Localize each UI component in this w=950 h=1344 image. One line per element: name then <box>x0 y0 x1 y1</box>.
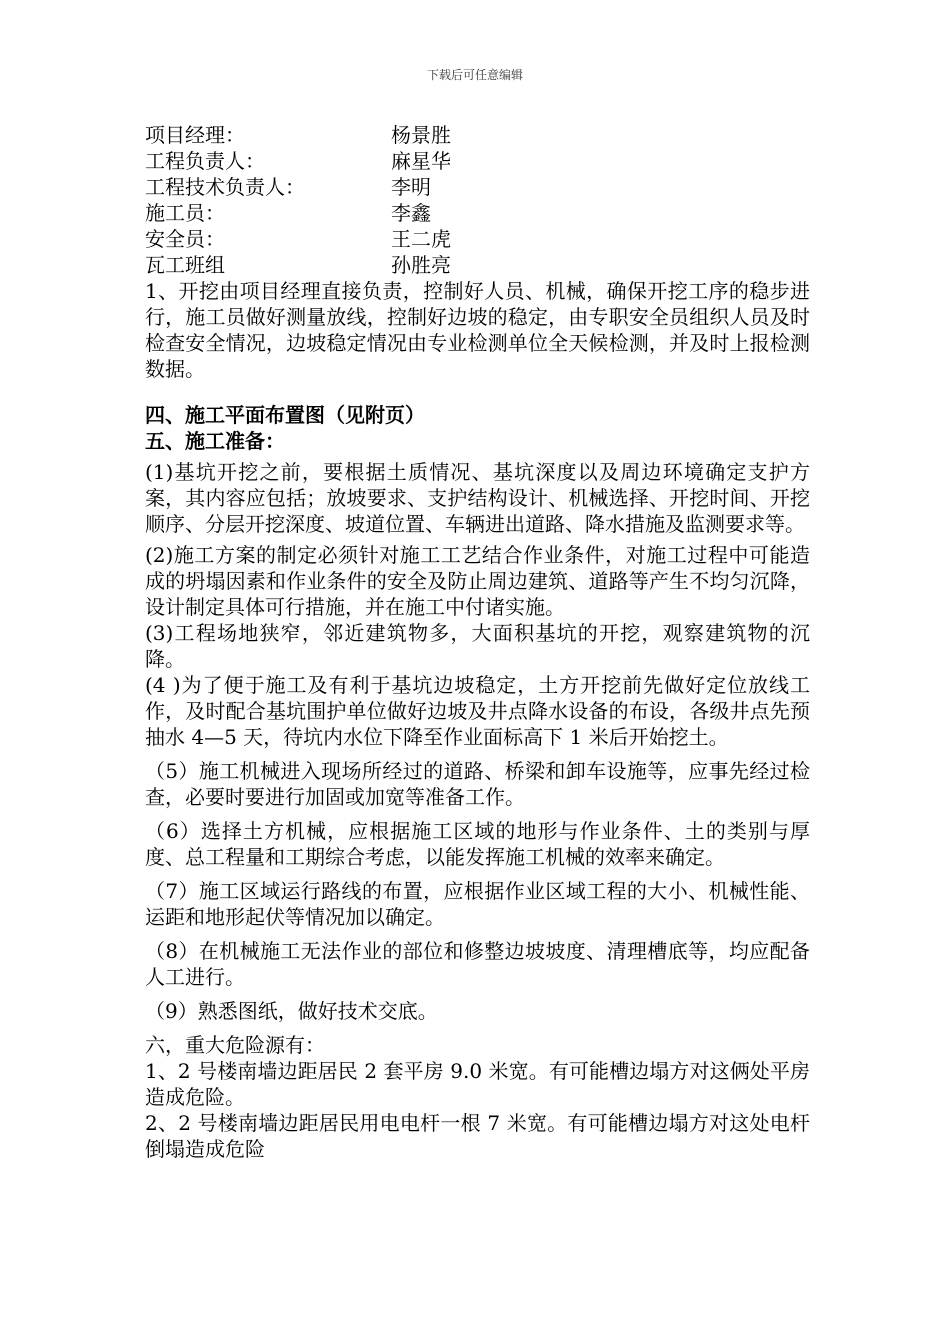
prep-item: (1)基坑开挖之前，要根据土质情况、基坑深度以及周边环境确定支护方案，其内容应包括；放坡要求、支护结构设计、机械选择、开挖时间、开挖顺序、分层开挖深度、坡道位置、车辆进出道路、降水措施及监测要求等。 <box>145 460 810 536</box>
staff-role: 施工员： <box>145 201 225 225</box>
staff-role: 工程技术负责人： <box>145 175 305 199</box>
hazard-item: 1、2 号楼南墙边距居民 2 套平房 9.0 米宽。有可能槽边塌方对这俩处平房造成危险。 <box>145 1059 810 1109</box>
staff-name: 麻星华 <box>391 149 451 173</box>
staff-row <box>145 122 810 148</box>
prep-item: （7）施工区域运行路线的布置，应根据作业区域工程的大小、机械性能、运距和地形起伏等情况加以确定。 <box>145 879 810 929</box>
prep-item: (2)施工方案的制定必须针对施工工艺结合作业条件，对施工过程中可能造成的坍塌因素和作业条件的安全及防止周边建筑、道路等产生不均匀沉降，设计制定具体可行措施，并在施工中付诸实施。 <box>145 543 810 619</box>
staff-role: 安全员： <box>145 227 225 251</box>
staff-row <box>145 174 810 200</box>
staff-row <box>145 200 810 226</box>
staff-role: 瓦工班组 <box>145 253 225 277</box>
section-6-heading: 六，重大危险源有： <box>145 1033 325 1057</box>
prep-item: （9）熟悉图纸，做好技术交底。 <box>145 999 438 1023</box>
prep-item: (3)工程场地狭窄，邻近建筑物多，大面积基坑的开挖，观察建筑物的沉降。 <box>145 621 810 671</box>
staff-name: 杨景胜 <box>391 123 451 147</box>
section-4-heading: 四、施工平面布置图（见附页） <box>145 403 425 427</box>
hazard-item: 2、2 号楼南墙边距居民用电电杆一根 7 米宽。有可能槽边塌方对这处电杆倒塌造成危险 <box>145 1111 810 1161</box>
section-5-heading: 五、施工准备： <box>145 429 285 453</box>
staff-name: 李鑫 <box>391 201 431 225</box>
staff-name: 王二虎 <box>391 227 451 251</box>
document-body <box>145 122 810 1162</box>
staff-role: 项目经理： <box>145 123 245 147</box>
prep-item: (4 )为了便于施工及有利于基坑边坡稳定，土方开挖前先做好定位放线工作，及时配合基坑围护单位做好边坡及井点降水设备的布设，各级井点先预抽水 4—5 天，待坑内水位下降至作业面标高下 1 米后开始挖土。 <box>145 673 810 749</box>
staff-row <box>145 226 810 252</box>
intro-paragraph: 1、开挖由项目经理直接负责，控制好人员、机械，确保开挖工序的稳步进行，施工员做好测量放线，控制好边坡的稳定，由专职安全员组织人员及时检查安全情况，边坡稳定情况由专业检测单位全天候检测，并及时上报检测数据。 <box>145 279 810 381</box>
staff-list <box>145 122 810 278</box>
prep-item: （8）在机械施工无法作业的部位和修整边坡坡度、清理槽底等，均应配备人工进行。 <box>145 939 810 989</box>
staff-name: 孙胜亮 <box>391 253 451 277</box>
prep-item: （5）施工机械进入现场所经过的道路、桥梁和卸车设施等，应事先经过检查，必要时要进行加固或加宽等准备工作。 <box>145 759 810 809</box>
staff-role: 工程负责人： <box>145 149 265 173</box>
staff-row <box>145 148 810 174</box>
staff-name: 李明 <box>391 175 431 199</box>
staff-row <box>145 252 810 278</box>
page-header-note: 下载后可任意编辑 <box>426 68 523 82</box>
prep-item: （6）选择土方机械，应根据施工区域的地形与作业条件、土的类别与厚度、总工程量和工期综合考虑，以能发挥施工机械的效率来确定。 <box>145 819 810 869</box>
